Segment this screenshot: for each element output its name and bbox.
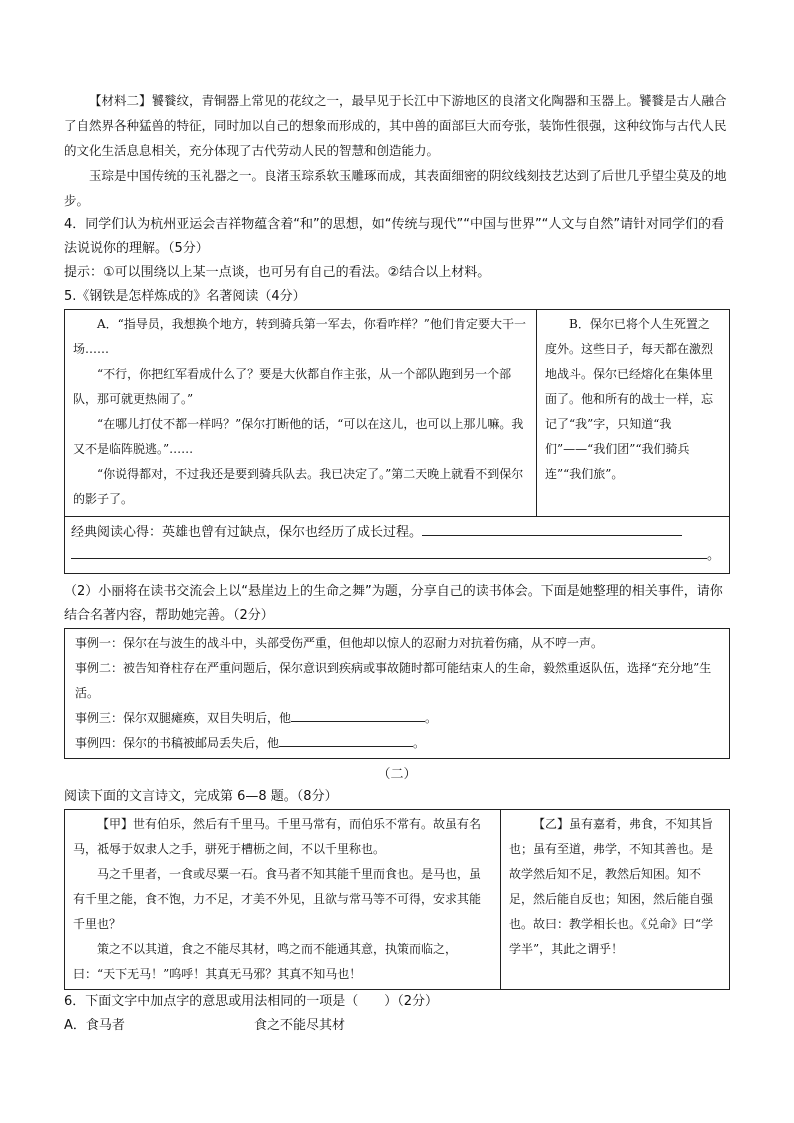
jade-cong-paragraph: 玉琮是中国传统的玉礼器之一。良渚玉琮系软玉雕琢而成，其表面细密的阴纹线刻技艺达到了后世几乎望尘莫及的地步。 (64, 168, 727, 208)
section-heading: （二） (377, 767, 417, 782)
option-a-right: 食之不能尽其材 (254, 1018, 346, 1033)
case-4-text: 事例四：保尔的书稿被邮局丢失后，他 (75, 736, 280, 750)
text-jia-paragraph: 【甲】世有伯乐，然后有千里马。千里马常有，而伯乐不常有。故虽有名马，祗辱于奴隶人之手，骈死于槽枥之间，不以千里称也。 (73, 817, 482, 856)
case-4-blank[interactable] (279, 732, 413, 747)
excerpt-a-line: A．“指导员，我想换个地方，转到骑兵第一军去，你看咋样？”他们肯定要大干一场…… (73, 317, 526, 356)
case-3-period: 。 (425, 711, 438, 725)
excerpt-a-cell (65, 310, 537, 516)
exam-page (64, 88, 730, 1038)
question-5-title: 5.《钢铁是怎样炼成的》名著阅读（4分） (64, 289, 306, 304)
case-item-3 (75, 706, 719, 731)
question-5-2-text: （2）小丽将在读书交流会上以“悬崖边上的生命之舞”为题，分享自己的读书体会。下面是她整理的相关事件，请你结合名著内容，帮助她完善。（2分） (64, 584, 723, 623)
classical-table (64, 809, 730, 990)
question-4-text: 4．同学们认为杭州亚运会吉祥物蕴含着“和”的思想，如“传统与现代”“中国与世界”“人文与自然”请针对同学们的看法说说你的理解。（5分） (64, 217, 725, 256)
text-jia-paragraph: 策之不以其道，食之不能尽其材，鸣之而不能通其意，执策而临之，曰：“天下无马！”呜呼！其真无马邪？其真不知马也！ (73, 942, 458, 981)
excerpt-a-line: “你说得都对，不过我还是要到骑兵队去。我已决定了。”第二天晚上就看不到保尔的影子了。 (73, 467, 524, 506)
case-3-blank[interactable] (291, 707, 425, 722)
insight-end-mark: 。 (707, 548, 721, 563)
excerpt-b-text: B．保尔已将个人生死置之度外。这些日子，每天都在激烈地战斗。保尔已经熔化在集体里面了。他和所有的战士一样，忘记了“我”字，只知道“我们”——“我们团”“我们骑兵连”“我们旅”。 (545, 317, 714, 481)
text-jia-cell (65, 810, 501, 989)
question-6-option-a[interactable] (64, 1014, 730, 1038)
section-instruction: 阅读下面的文言诗文，完成第 6—8 题。（8分） (64, 789, 338, 804)
question-4-hint: 提示：①可以围绕以上某一点谈，也可另有自己的看法。②结合以上材料。 (64, 265, 491, 280)
case-4-period: 。 (413, 736, 426, 750)
insight-label: 经典阅读心得：英雄也曾有过缺点，保尔也经历了成长过程。 (71, 525, 423, 540)
question-6-text: 6．下面文字中加点字的意思或用法相同的一项是（ ）（2分） (64, 994, 439, 1009)
insight-answer-blank-1[interactable] (422, 521, 682, 536)
text-jia-paragraph: 马之千里者，一食或尽粟一石。食马者不知其能千里而食也。是马也，虽有千里之能，食不饱，力不足，才美不外见，且欲与常马等不可得，安求其能千里也？ (73, 867, 482, 931)
case-item: 事例一：保尔在与波生的战斗中，头部受伤严重，但他却以惊人的忍耐力对抗着伤痛，从不哼一声。 (75, 636, 604, 650)
reading-insight-cell (65, 517, 729, 573)
case-item: 事例二：被告知脊柱存在严重问题后，保尔意识到疾病或事故随时都可能结束人的生命，毅然重返队伍，选择“充分地”生活。 (75, 661, 712, 700)
excerpt-a-line: “在哪儿打仗不都一样吗？”保尔打断他的话，“可以在这儿，也可以上那儿嘛。我又不是临阵脱逃。”…… (73, 417, 524, 456)
text-yi-paragraph: 【乙】虽有嘉肴，弗食，不知其旨也；虽有至道，弗学，不知其善也。是故学然后知不足，教然后知困。知不足，然后能自反也；知困，然后能自强也。故曰：教学相长也。《兑命》曰“学学半”，其此之谓乎！ (509, 817, 714, 956)
cases-box (64, 628, 730, 759)
text-yi-cell (501, 810, 729, 989)
insight-answer-blank-2[interactable] (71, 544, 707, 559)
question-5-table (64, 309, 730, 574)
case-item-4 (75, 731, 719, 756)
option-a-left: A．食马者 (64, 1018, 125, 1033)
case-3-text: 事例三：保尔双腿瘫痪，双目失明后，他 (75, 711, 292, 725)
excerpt-b-cell (537, 310, 729, 516)
material2-paragraph: 【材料二】饕餮纹，青铜器上常见的花纹之一，最早见于长江中下游地区的良渚文化陶器和玉器上。饕餮是古人融合了自然界各种猛兽的特征，同时加以自己的想象而形成的，其中兽的面部巨大而夸张，装饰性很强，这种纹饰与古代人民的文化生活息息相关，充分体现了古代劳动人民的智慧和创造能力。 (64, 93, 727, 158)
excerpt-a-line: “不行，你把红军看成什么了？要是大伙都自作主张，从一个部队跑到另一个部队，那可就更热闹了。” (73, 367, 512, 406)
